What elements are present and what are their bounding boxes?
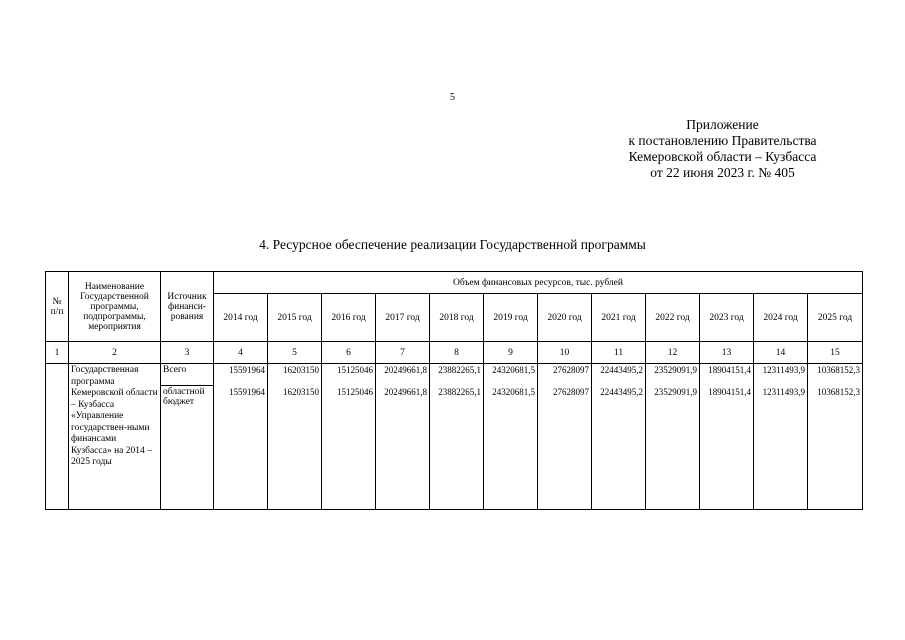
value-cell: 10368152,3 [808,386,863,510]
value-cell: 24320681,5 [484,386,538,510]
value-cell: 15125046 [322,364,376,386]
program-name: Государственная программа Кемеровской области – Кузбасса «Управление государствен-ными финансами Кузбасса» на 2014 – 2025 годы [69,364,161,510]
value-cell: 23529091,9 [646,386,700,510]
header-name: Наименование Государственной программы, подпрограммы, мероприятия [69,272,161,342]
header-year: 2017 год [376,294,430,342]
col-number: 12 [646,342,700,364]
header-year: 2021 год [592,294,646,342]
header-year: 2019 год [484,294,538,342]
section-heading: 4. Ресурсное обеспечение реализации Государственной программы [259,237,646,252]
header-year: 2022 год [646,294,700,342]
value-cell: 22443495,2 [592,364,646,386]
value-cell: 20249661,8 [376,364,430,386]
header-year: 2015 год [268,294,322,342]
appendix-block [600,117,845,181]
value-cell: 22443495,2 [592,386,646,510]
page-number: 5 [450,92,455,103]
value-cell: 12311493,9 [754,364,808,386]
value-cell: 12311493,9 [754,386,808,510]
value-cell: 10368152,3 [808,364,863,386]
value-cell: 16203150 [268,364,322,386]
col-number: 1 [46,342,69,364]
header-year: 2016 год [322,294,376,342]
header-year: 2025 год [808,294,863,342]
value-cell: 16203150 [268,386,322,510]
col-number: 15 [808,342,863,364]
value-cell: 18904151,4 [700,386,754,510]
value-cell: 18904151,4 [700,364,754,386]
col-number: 14 [754,342,808,364]
row-number-cell [46,364,69,510]
col-number: 4 [214,342,268,364]
value-cell: 23882265,1 [430,364,484,386]
header-year: 2024 год [754,294,808,342]
value-cell: 23529091,9 [646,364,700,386]
col-number: 9 [484,342,538,364]
header-num: № п/п [46,272,69,342]
header-volume: Объем финансовых ресурсов, тыс. рублей [214,272,863,294]
header-year: 2020 год [538,294,592,342]
value-cell: 24320681,5 [484,364,538,386]
col-number: 6 [322,342,376,364]
col-number: 10 [538,342,592,364]
col-number: 5 [268,342,322,364]
col-number: 11 [592,342,646,364]
header-year: 2018 год [430,294,484,342]
appendix-line-3: Кемеровской области – Кузбасса [628,149,817,164]
header-year: 2014 год [214,294,268,342]
value-cell: 27628097 [538,386,592,510]
value-cell: 15591964 [214,364,268,386]
value-cell: 15125046 [322,386,376,510]
appendix-line-2: к постановлению Правительства [628,133,817,148]
resource-table [45,271,863,510]
appendix-line-1: Приложение [686,117,759,132]
value-cell: 20249661,8 [376,386,430,510]
col-number: 8 [430,342,484,364]
value-cell: 23882265,1 [430,386,484,510]
source-regional-budget: областной бюджет [161,386,214,510]
appendix-line-4: от 22 июня 2023 г. № 405 [650,165,795,180]
header-year: 2023 год [700,294,754,342]
header-source: Источник финанси-рования [161,272,214,342]
col-number: 7 [376,342,430,364]
col-number: 2 [69,342,161,364]
value-cell: 27628097 [538,364,592,386]
col-number: 13 [700,342,754,364]
source-total: Всего [161,364,214,386]
value-cell: 15591964 [214,386,268,510]
col-number: 3 [161,342,214,364]
